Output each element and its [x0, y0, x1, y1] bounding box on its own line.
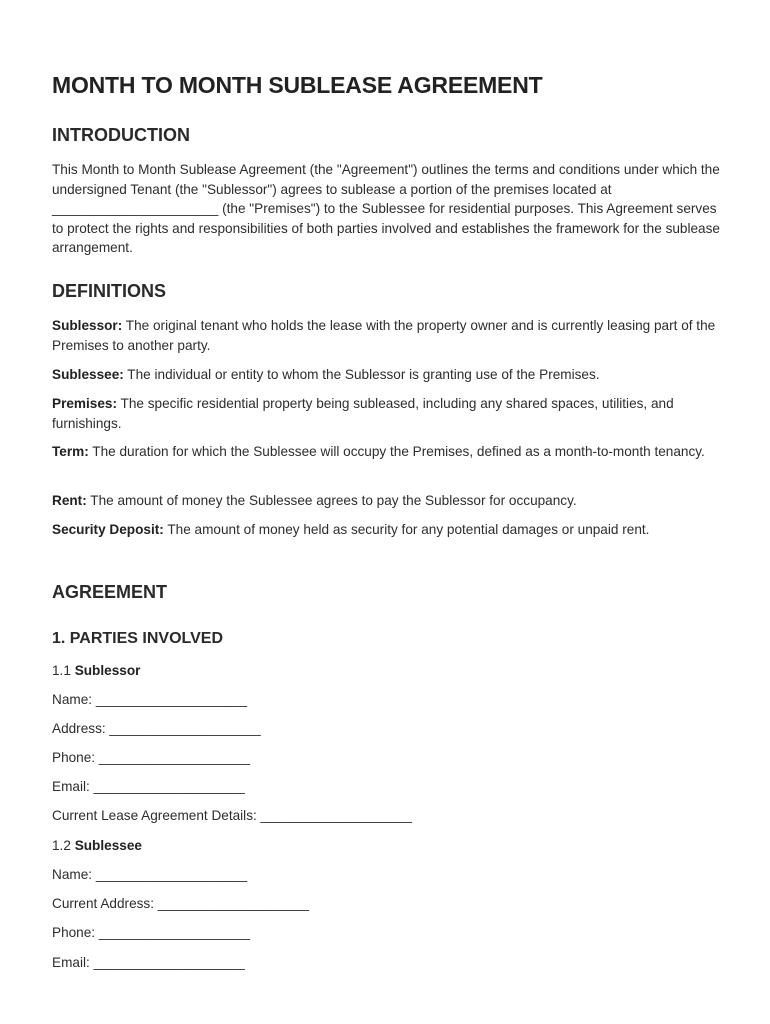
sublessor-email-field: Email: ____________________	[52, 779, 245, 794]
document-title: MONTH TO MONTH SUBLEASE AGREEMENT	[52, 72, 543, 98]
sublessee-address-field: Current Address: ____________________	[52, 896, 309, 911]
definition-item	[52, 520, 720, 540]
definition-item	[52, 442, 720, 462]
sublessor-number: 1.1	[52, 663, 75, 678]
definition-item	[52, 394, 720, 433]
sublessor-address-field: Address: ____________________	[52, 721, 261, 736]
definition-text: The individual or entity to whom the Sublessor is granting use of the Premises.	[123, 367, 600, 382]
definition-term: Term:	[52, 444, 89, 459]
sublessee-email-field: Email: ____________________	[52, 955, 245, 970]
definition-term: Security Deposit:	[52, 522, 164, 537]
sublessor-label: Sublessor	[74, 663, 141, 678]
definition-text: The specific residential property being subleased, including any shared spaces, utilities, and furnishings.	[52, 396, 674, 431]
definition-term: Premises:	[52, 396, 117, 411]
definition-text: The original tenant who holds the lease with the property owner and is currently leasing part of the Premises to another party.	[52, 318, 716, 353]
sublessee-subheading	[52, 836, 142, 855]
definition-item	[52, 365, 720, 385]
definition-term: Rent:	[52, 493, 87, 508]
definition-text: The amount of money held as security for any potential damages or unpaid rent.	[163, 522, 650, 537]
definitions-heading: DEFINITIONS	[52, 281, 167, 301]
definition-item	[52, 316, 720, 355]
sublessee-phone-field: Phone: ____________________	[52, 925, 251, 940]
sublessor-name-field: Name: ____________________	[52, 692, 248, 707]
introduction-paragraph: This Month to Month Sublease Agreement (the "Agreement") outlines the terms and conditions under which the undersigned Tenant (the "Sublessor") agrees to sublease a portion of the premises located at ______________________ (the "Premises") to the Sublessee for residential purposes. This Agreement serves to protect the rights and responsibilities of both parties involved and establishes the framework for the sublease arrangement.	[52, 162, 720, 255]
sublessor-phone-field: Phone: ____________________	[52, 750, 251, 765]
definition-term: Sublessor:	[52, 318, 123, 333]
agreement-heading: AGREEMENT	[52, 582, 168, 602]
sublessee-name-field: Name: ____________________	[52, 867, 248, 882]
definition-term: Sublessee:	[52, 367, 124, 382]
sublessor-subheading	[52, 661, 140, 680]
sublessor-lease-details-field: Current Lease Agreement Details: ____________________	[52, 808, 412, 823]
definition-text: The amount of money the Sublessee agrees to pay the Sublessor for occupancy.	[86, 493, 577, 508]
sublessee-label: Sublessee	[74, 838, 142, 853]
definition-text: The duration for which the Sublessee will occupy the Premises, defined as a month-to-month tenancy.	[88, 444, 705, 459]
introduction-heading: INTRODUCTION	[52, 125, 190, 145]
sublessee-number: 1.2	[52, 838, 75, 853]
definition-item	[52, 491, 720, 511]
parties-heading: 1. PARTIES INVOLVED	[52, 630, 223, 647]
